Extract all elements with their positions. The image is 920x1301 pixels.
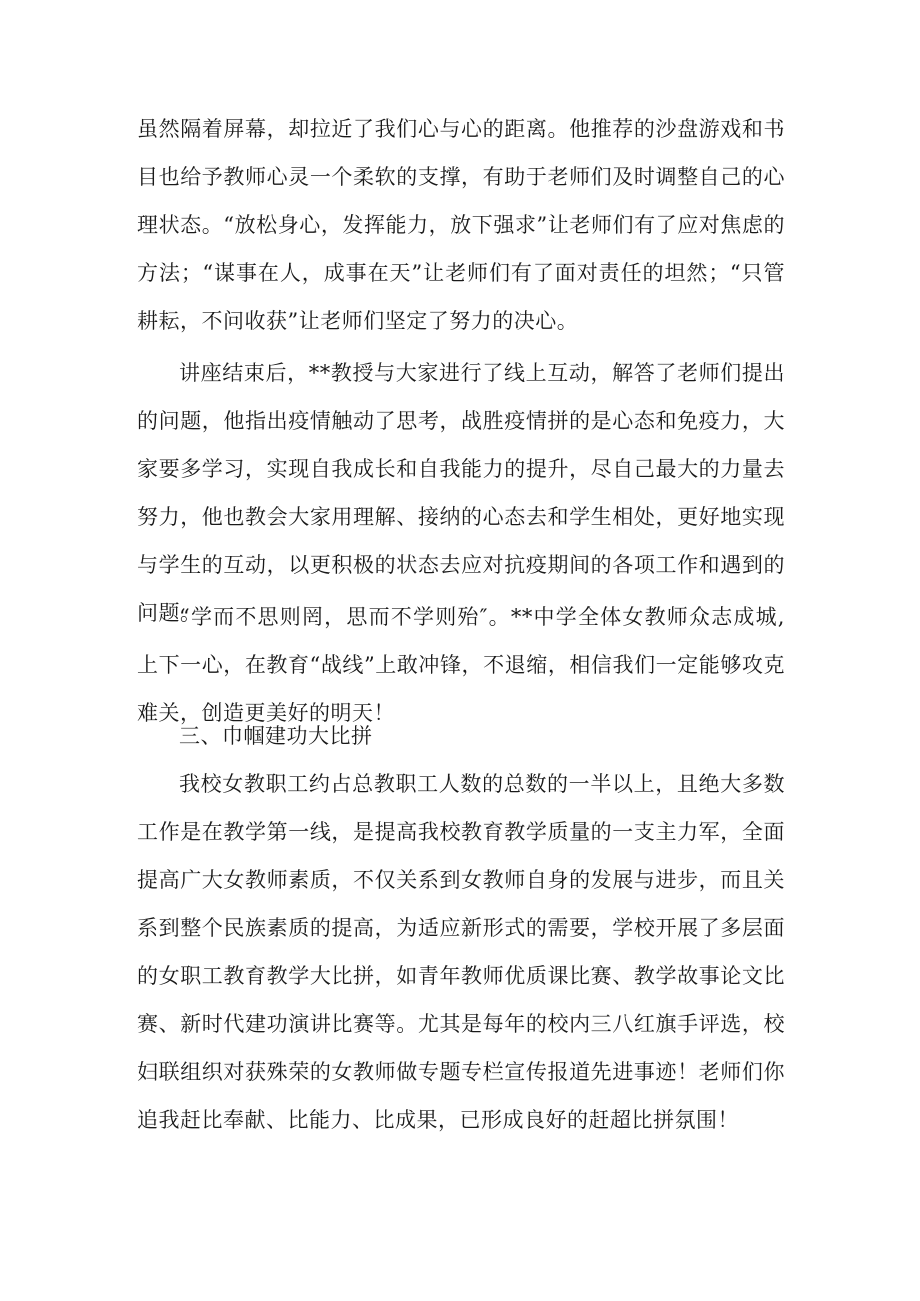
paragraph-lecture-interaction: 讲座结束后，**教授与大家进行了线上互动，解答了老师们提出的问题，他指出疫情触动了思考，战胜疫情拼的是心态和免疫力，大家要多学习，实现自我成长和自我能力的提升，尽自己最大的力量去努力，他也教会大家用理解、接纳的心态去和学生相处，更好地实现与学生的互动，以更积极的状态去应对抗疫期间的各项工作和遇到的问题。	[137, 361, 785, 625]
paragraph-sandplay-books: 虽然隔着屏幕，却拉近了我们心与心的距离。他推荐的沙盘游戏和书目也给予教师心灵一个柔软的支撑，有助于老师们及时调整自己的心理状态。“放松身心，发挥能力，放下强求”让老师们有了应对焦虑的方法；“谋事在人，成事在天”让老师们有了面对责任的坦然；“只管耕耘，不问收获”让老师们坚定了努力的决心。	[137, 117, 785, 333]
paragraph-quote-conclusion: “学而不思则罔，思而不学则殆″。**中学全体女教师众志成城,上下一心，在教育“战线”上敢冲锋，不退缩，相信我们一定能够攻克难关，创造更美好的明天！	[137, 605, 785, 725]
paragraph-competition: 我校女教职工约占总教职工人数的总数的一半以上，且绝大多数工作是在教学第一线，是提高我校教育教学质量的一支主力军，全面提高广大女教师素质，不仅关系到女教师自身的发展与进步，而且关系到整个民族素质的提高，为适应新形式的需要，学校开展了多层面的女职工教育教学大比拼，如青年教师优质课比赛、教学故事论文比赛、新时代建功演讲比赛等。尤其是每年的校内三八红旗手评选，校妇联组织对获殊荣的女教师做专题专栏宣传报道先进事迹！老师们你追我赶比奉献、比能力、比成果，已形成良好的赶超比拼氛围！	[137, 772, 785, 1132]
section-heading: 三、巾帼建功大比拼	[179, 724, 373, 748]
